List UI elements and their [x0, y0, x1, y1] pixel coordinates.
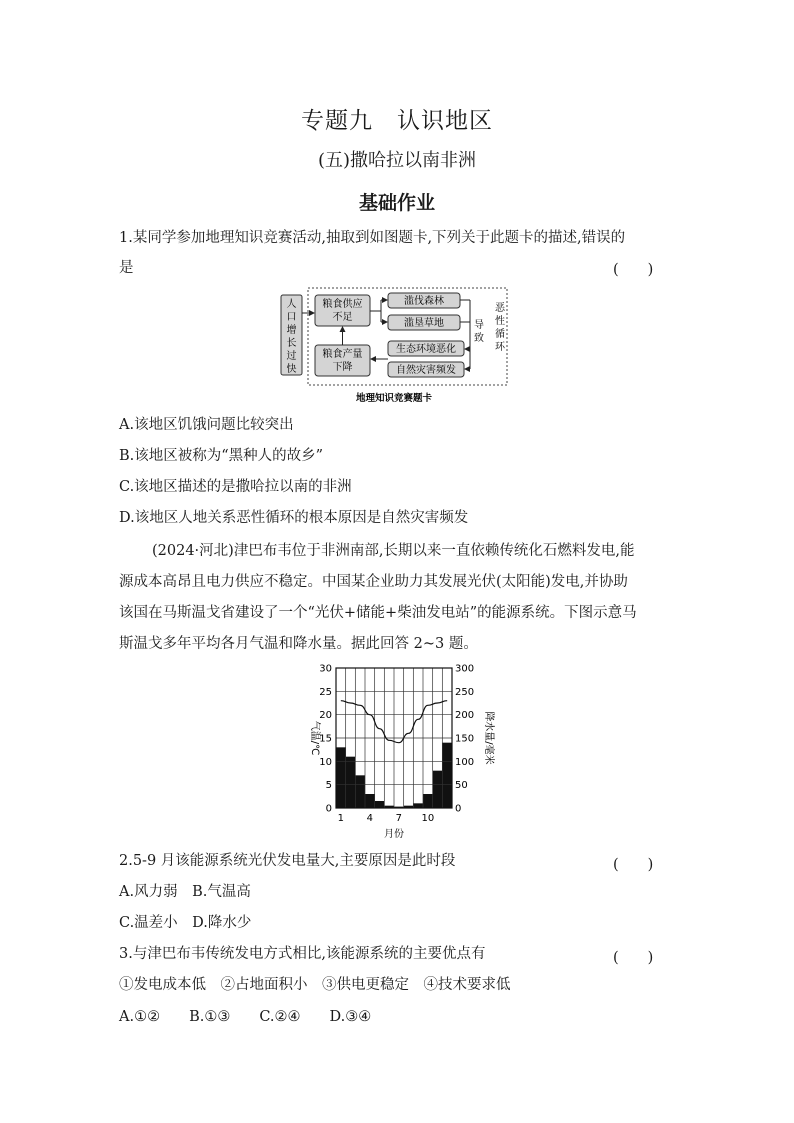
- svg-text:滥垦草地: 滥垦草地: [404, 318, 444, 329]
- precip-bar: [355, 775, 365, 808]
- y-left-tick: 30: [319, 663, 332, 675]
- precip-bar: [442, 743, 452, 808]
- q2-options-cd[interactable]: C.温差小 D.降水少: [119, 915, 252, 931]
- page-subtitle: (五)撒哈拉以南非洲: [317, 150, 477, 171]
- q3-items: ①发电成本低 ②占地面积小 ③供电更稳定 ④技术要求低: [119, 977, 511, 993]
- y-right-tick: 100: [455, 756, 475, 768]
- section-heading: 基础作业: [358, 192, 435, 214]
- q3-stem: 3.与津巴布韦传统发电方式相比,该能源系统的主要优点有: [119, 946, 486, 962]
- q2-options-ab[interactable]: A.风力弱 B.气温高: [119, 884, 251, 900]
- x-tick: 1: [337, 813, 345, 824]
- y-left-tick: 5: [325, 780, 332, 792]
- q1-option-d[interactable]: D.该地区人地关系恶性循环的根本原因是自然灾害频发: [119, 510, 469, 526]
- precip-bar: [365, 794, 375, 808]
- x-tick: 10: [421, 813, 435, 824]
- y-right-tick: 0: [455, 803, 462, 815]
- x-tick: 4: [366, 813, 374, 824]
- y-right-tick: 200: [455, 710, 475, 722]
- svg-text:粮食供应不足: 粮食供应不足: [322, 299, 363, 323]
- y-left-label: 气温/℃: [309, 720, 320, 756]
- q1-stem-line2: 是: [119, 260, 134, 276]
- climate-chart: [300, 662, 500, 840]
- q1-diagram: [278, 285, 510, 407]
- q3-answer-paren[interactable]: ( ): [613, 950, 654, 966]
- y-right-tick: 250: [455, 686, 475, 698]
- precip-bar: [346, 757, 356, 808]
- svg-text:导致: 导致: [474, 320, 484, 344]
- diagram-caption: 地理知识竞赛题卡: [355, 393, 433, 404]
- svg-text:粮食产量下降: 粮食产量下降: [322, 349, 363, 373]
- svg-text:恶性循环: 恶性循环: [495, 303, 505, 353]
- x-tick: 7: [395, 813, 403, 824]
- precip-bar: [413, 803, 423, 808]
- y-right-label: 降水量/毫米: [483, 711, 494, 765]
- svg-text:自然灾害频发: 自然灾害频发: [396, 365, 456, 376]
- passage-line-4: 斯温戈多年平均各月气温和降水量。据此回答 2~3 题。: [119, 636, 478, 652]
- y-right-tick: 50: [455, 780, 468, 792]
- y-right-tick: 150: [455, 733, 475, 745]
- x-axis-label: 月份: [384, 829, 404, 840]
- passage-line-1: (2024·河北)津巴布韦位于非洲南部,长期以来一直依赖传统化石燃料发电,能: [152, 543, 635, 559]
- q1-stem-line1: 1.某同学参加地理知识竞赛活动,抽取到如图题卡,下列关于此题卡的描述,错误的: [119, 230, 626, 246]
- precip-bar: [336, 747, 346, 808]
- box-population-label: 人口增长过快: [286, 299, 297, 375]
- passage-line-3: 该国在马斯温戈省建设了一个“光伏+储能+柴油发电站”的能源系统。下图示意马: [119, 605, 637, 621]
- precip-bar: [375, 801, 385, 808]
- q2-stem: 2.5-9 月该能源系统光伏发电量大,主要原因是此时段: [119, 853, 456, 869]
- precip-bar: [423, 794, 433, 808]
- page-title: 专题九 认识地区: [301, 108, 493, 134]
- q2-answer-paren[interactable]: ( ): [613, 857, 654, 873]
- precip-bar: [433, 771, 443, 808]
- q3-answers[interactable]: A.①② B.①③ C.②④ D.③④: [119, 1009, 372, 1025]
- y-left-tick: 10: [319, 756, 332, 768]
- passage-line-2: 源成本高昂且电力供应不稳定。中国某企业助力其发展光伏(太阳能)发电,并协助: [119, 574, 628, 590]
- y-left-tick: 20: [319, 710, 332, 722]
- y-right-tick: 300: [455, 663, 475, 675]
- y-left-tick: 15: [319, 733, 332, 745]
- q1-answer-paren[interactable]: ( ): [613, 262, 654, 278]
- svg-text:滥伐森林: 滥伐森林: [404, 296, 444, 307]
- y-left-tick: 25: [319, 686, 332, 698]
- q1-option-c[interactable]: C.该地区描述的是撒哈拉以南的非洲: [119, 479, 352, 495]
- q1-option-b[interactable]: B.该地区被称为“黑种人的故乡”: [119, 448, 324, 464]
- y-left-tick: 0: [325, 803, 332, 815]
- svg-text:生态环境恶化: 生态环境恶化: [396, 344, 456, 355]
- q1-option-a[interactable]: A.该地区饥饿问题比较突出: [119, 417, 294, 433]
